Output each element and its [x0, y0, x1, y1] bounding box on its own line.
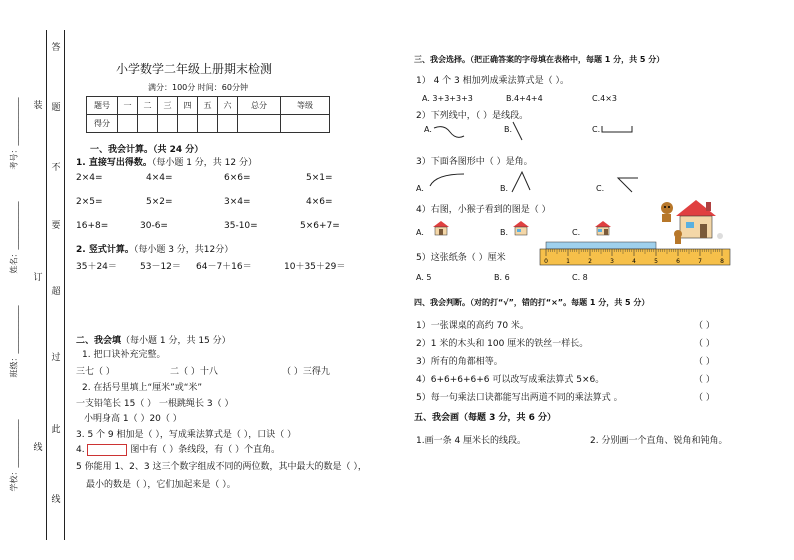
- vertical-item: 10＋35＋29＝: [284, 262, 346, 272]
- s3-q5: 5）这张纸条（ ）厘米: [416, 253, 506, 263]
- s2-q1-item: 三七（ ）: [76, 367, 115, 377]
- row-label: 得分: [87, 115, 118, 133]
- s1-q2-title: 2. 竖式计算。: [76, 245, 134, 255]
- s1-q1-note: （每小题 1 分，共 12 分）: [151, 158, 257, 168]
- calc-item: 35-10=: [224, 221, 258, 231]
- score-cell[interactable]: [178, 115, 198, 133]
- house-view-a: [432, 220, 450, 236]
- binding-char: 要: [51, 221, 61, 231]
- judge-item: 1）一张课桌的高约 70 米。: [416, 321, 529, 331]
- s2-q1-item: 二（ ）十八: [170, 367, 218, 377]
- s3-q3-opt-b: B.: [500, 184, 509, 193]
- section2-title: [76, 333, 231, 346]
- rectangle-figure: [87, 444, 127, 456]
- ruler-number: 6: [676, 258, 680, 265]
- header-cell: 总分: [238, 97, 281, 115]
- s3-q1-opt: A. 3+3+3+3: [422, 94, 473, 103]
- s5-q1: 1.画一条 4 厘米长的线段。: [416, 436, 527, 446]
- binding-char: 线: [51, 495, 61, 505]
- s3-q4: 4）右图，小猴子看到的图是（ ）: [416, 205, 551, 215]
- curve-figure: [432, 124, 466, 140]
- section5-title: 五、我会画（每题 3 分，共 6 分）: [414, 413, 557, 423]
- s3-q5-opt: C. 8: [572, 273, 588, 282]
- judge-answer[interactable]: （ ）: [694, 357, 715, 367]
- header-cell: 六: [218, 97, 238, 115]
- calc-item: 4×6=: [306, 197, 333, 207]
- vertical-item: 35＋24＝: [76, 262, 117, 272]
- s5-q2: 2. 分别画一个直角、锐角和钝角。: [590, 436, 728, 446]
- calc-item: 30-6=: [140, 221, 168, 231]
- calc-item: 3×4=: [224, 197, 251, 207]
- s2-q1: 1. 把口诀补充完整。: [82, 350, 166, 360]
- header-cell: 三: [158, 97, 178, 115]
- s2-q2: 2. 在括号里填上“厘米”或“米”: [82, 383, 203, 393]
- ruler-number: 7: [698, 258, 702, 265]
- s2-q4-num: 4.: [76, 445, 85, 455]
- calc-item: 6×6=: [224, 173, 251, 183]
- s3-q2-opt-b: B.: [504, 125, 513, 134]
- corner-figure: [614, 176, 640, 194]
- ruler: [540, 242, 732, 266]
- score-cell[interactable]: [198, 115, 218, 133]
- score-table: [86, 96, 330, 133]
- ruler-number: 1: [566, 258, 570, 265]
- field-school[interactable]: 学校：____________: [9, 419, 19, 492]
- s3-q5-opt: A. 5: [416, 273, 432, 282]
- s2-note: （每小题 1 分，共 15 分）: [121, 336, 231, 346]
- s3-q1-opt: C.4×3: [592, 94, 618, 103]
- binding-char: 过: [51, 353, 61, 363]
- field-exam-number[interactable]: 考号：____________: [9, 97, 19, 170]
- s2-q5: 5 你能用 1、2、3 这三个数字组成不同的两位数，其中最大的数是（ ），: [76, 462, 367, 472]
- s2-q4-text: 图中有（ ）条线段，有（ ）个直角。: [130, 445, 281, 455]
- s3-q4-opt-c: C.: [572, 228, 581, 237]
- s3-q3-opt-a: A.: [416, 184, 424, 193]
- judge-answer[interactable]: （ ）: [694, 321, 715, 331]
- score-cell[interactable]: [138, 115, 158, 133]
- vertical-item: 64－7＋16＝: [196, 262, 252, 272]
- judge-item: 5）每一句乘法口诀都能写出两道不同的乘法算式 。: [416, 393, 623, 403]
- s3-q3-opt-c: C.: [596, 184, 605, 193]
- judge-answer[interactable]: （ ）: [694, 375, 715, 385]
- binding-char: 答: [51, 43, 61, 53]
- s2-q2-line1: 一支铅笔长 15（ ） 一根跳绳长 3（ ）: [76, 399, 234, 409]
- calc-item: 5×6+7=: [300, 221, 340, 231]
- judge-answer[interactable]: （ ）: [694, 339, 715, 349]
- line-segment-figure: [510, 120, 526, 142]
- calc-item: 5×2=: [146, 197, 173, 207]
- section4-title: 四、我会判断。（对的打“√”，错的打“×”。每题 1 分，共 5 分）: [414, 298, 650, 307]
- s3-q1-opt: B.4+4+4: [506, 94, 543, 103]
- s1-q1: [76, 155, 257, 168]
- s3-q2: 2）下列线中，（ ）是线段。: [416, 111, 529, 121]
- judge-item: 2）1 米的木头和 100 厘米的铁丝一样长。: [416, 339, 589, 349]
- s3-q5-opt: B. 6: [494, 273, 510, 282]
- binding-char: 线: [33, 443, 43, 453]
- judge-answer[interactable]: （ ）: [694, 393, 715, 403]
- calc-item: 4×4=: [146, 173, 173, 183]
- binding-char: 超: [51, 287, 61, 297]
- s2-q1-item: （ ）三得九: [282, 367, 330, 377]
- binding-char: 订: [33, 273, 43, 283]
- s3-q4-opt-a: A.: [416, 228, 424, 237]
- s1-q1-title: 1. 直接写出得数。: [76, 158, 152, 168]
- s2-title: 二、我会填: [76, 336, 122, 346]
- s2-q3: 3. 5 个 9 相加是（ ），写成乘法算式是（ ），口诀（ ）: [76, 430, 297, 440]
- s1-q2: [76, 242, 233, 255]
- score-cell[interactable]: [158, 115, 178, 133]
- section1-title: 一、我会计算。（共 24 分）: [90, 145, 204, 155]
- calc-item: 2×4=: [76, 173, 103, 183]
- s1-q2-note: （每小题 3 分，共12分）: [133, 245, 234, 255]
- house-monkey-illustration: [656, 196, 726, 246]
- calc-item: 2×5=: [76, 197, 103, 207]
- field-class[interactable]: 班级：____________: [9, 305, 19, 378]
- s2-q5-cont: 最小的数是（ ），它们加起来是（ ）。: [86, 480, 236, 490]
- house-view-b: [512, 220, 530, 236]
- s3-q2-opt-c: C.: [592, 125, 601, 134]
- vertical-item: 53－12＝: [140, 262, 181, 272]
- binding-char: 题: [51, 103, 61, 113]
- score-table-header: [87, 97, 330, 115]
- s2-q2-line2: 小明身高 1（ ）20（ ）: [84, 414, 182, 424]
- binding-char: 此: [51, 425, 61, 435]
- field-name[interactable]: 姓名：____________: [9, 201, 19, 274]
- ruler-number: 0: [544, 258, 548, 265]
- header-cell: 题号: [87, 97, 118, 115]
- s3-q4-opt-b: B.: [500, 228, 509, 237]
- calc-item: 16+8=: [76, 221, 109, 231]
- exam-meta: 满分：100分 时间：60分钟: [148, 83, 248, 92]
- arc-figure: [428, 172, 468, 188]
- ruler-number: 5: [654, 258, 658, 265]
- header-cell: 二: [138, 97, 158, 115]
- s2-q4: [76, 442, 280, 456]
- ruler-number: 4: [632, 258, 636, 265]
- section3-title: 三、我会选择。（把正确答案的字母填在表格中，每题 1 分，共 5 分）: [414, 55, 665, 64]
- binding-char: 不: [51, 163, 61, 173]
- angle-figure: [510, 170, 532, 194]
- score-table-row: [87, 115, 330, 133]
- judge-item: 3）所有的角都相等。: [416, 357, 503, 367]
- header-cell: 五: [198, 97, 218, 115]
- bracket-line-figure: [600, 124, 634, 134]
- binding-char: 装: [33, 101, 43, 111]
- score-cell[interactable]: [281, 115, 330, 133]
- score-cell[interactable]: [238, 115, 281, 133]
- binding-line-left: [46, 30, 47, 540]
- score-cell[interactable]: [218, 115, 238, 133]
- judge-item: 4）6+6+6+6+6 可以改写成乘法算式 5×6。: [416, 375, 605, 385]
- s3-q1: 1） 4 个 3 相加列成乘法算式是（ ）。: [416, 76, 569, 86]
- ruler-number: 8: [720, 258, 724, 265]
- header-cell: 等级: [281, 97, 330, 115]
- ruler-number: 2: [588, 258, 592, 265]
- s3-q3: 3）下面各图形中（ ）是角。: [416, 157, 533, 167]
- score-cell[interactable]: [118, 115, 138, 133]
- ruler-number: 3: [610, 258, 614, 265]
- header-cell: 四: [178, 97, 198, 115]
- header-cell: 一: [118, 97, 138, 115]
- s3-q2-opt-a: A.: [424, 125, 432, 134]
- calc-item: 5×1=: [306, 173, 333, 183]
- house-view-c: [594, 220, 612, 236]
- binding-line-right: [64, 30, 65, 540]
- page-title: 小学数学二年级上册期末检测: [116, 62, 273, 76]
